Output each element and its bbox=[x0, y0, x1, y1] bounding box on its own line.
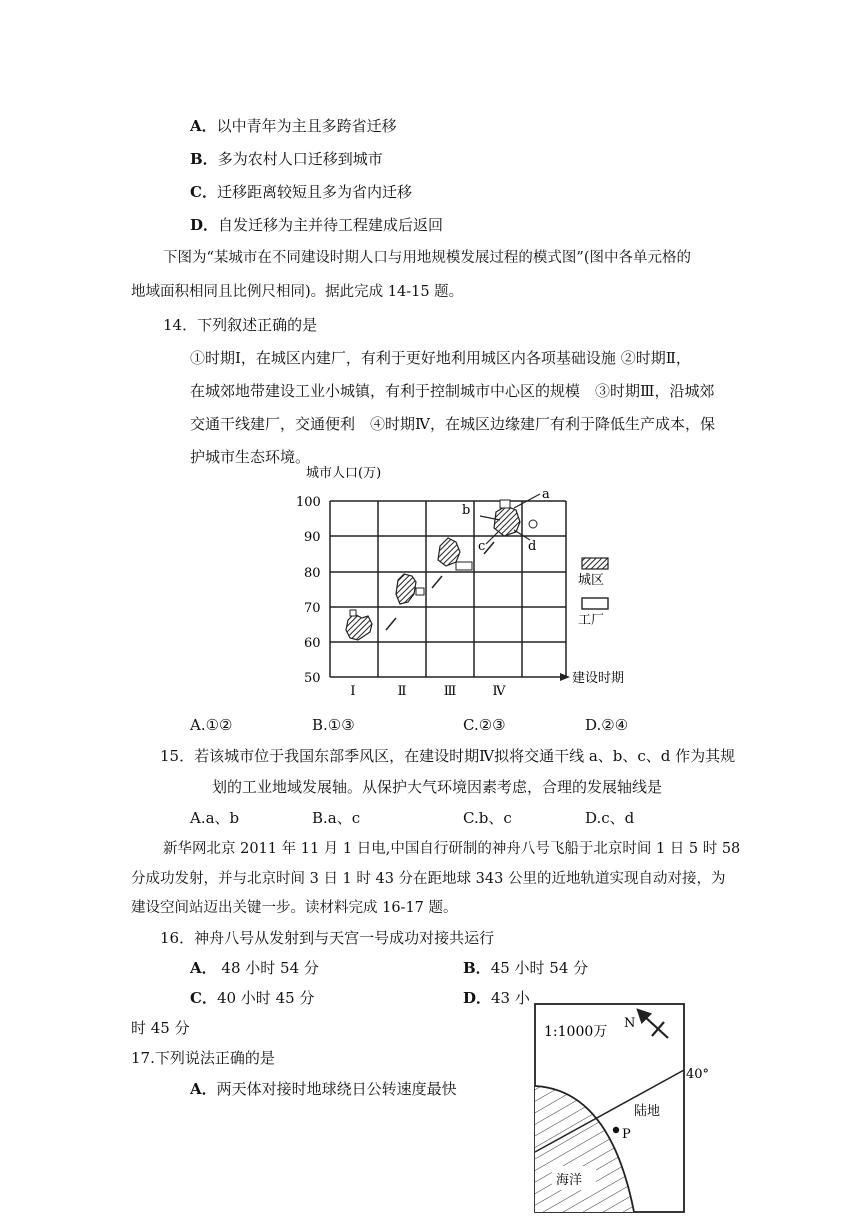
legend-label-city: 城区 bbox=[578, 573, 605, 588]
q17-stem: 17.下列说法正确的是 bbox=[131, 1049, 275, 1067]
axis-label-b: b bbox=[462, 503, 471, 518]
y-tick-70: 70 bbox=[304, 601, 321, 616]
x-tick-4: Ⅳ bbox=[492, 684, 506, 699]
point-p-label: P bbox=[622, 1127, 631, 1142]
legend-label-factory: 工厂 bbox=[578, 613, 605, 628]
q15-stem-line1: 15．若该城市位于我国东部季风区，在建设时期Ⅳ拟将交通干线 a、b、c、d 作为其规 bbox=[160, 747, 736, 765]
q13-option-d: D．自发迁移为主并待工程建成后返回 bbox=[190, 216, 444, 234]
q16-option-c: C．40 小时 45 分 bbox=[190, 989, 315, 1007]
q14-option-d: D.②④ bbox=[585, 716, 629, 734]
intro-14-15-line2: 地域面积相同且比例尺相同)。据此完成 14-15 题。 bbox=[131, 284, 464, 300]
y-tick-60: 60 bbox=[304, 636, 321, 651]
x-tick-2: Ⅱ bbox=[397, 684, 407, 699]
q14-body-line4: 护城市生态环境。 bbox=[190, 448, 311, 466]
q16-stem: 16．神舟八号从发射到与天宫一号成功对接共运行 bbox=[160, 929, 495, 947]
intro-16-17-line2: 分成功发射，并与北京时间 3 日 1 时 43 分在距地球 343 公里的近地轨道实现自动对接，为 bbox=[131, 871, 726, 887]
q14-option-b: B.①③ bbox=[312, 716, 355, 734]
map-scale: 1:1000万 bbox=[544, 1024, 608, 1040]
axis-label-c: c bbox=[478, 539, 486, 554]
location-map bbox=[530, 1000, 720, 1214]
legend-swatch-factory bbox=[582, 598, 608, 609]
q17-option-a: A．两天体对接时地球绕日公转速度最快 bbox=[190, 1080, 457, 1098]
latitude-label: 40° bbox=[686, 1067, 710, 1082]
factory-period-1 bbox=[350, 610, 356, 616]
factory-period-4 bbox=[500, 500, 510, 508]
point-p-marker bbox=[613, 1127, 619, 1133]
q15-stem-line2: 划的工业地域发展轴。从保护大气环境因素考虑，合理的发展轴线是 bbox=[212, 778, 663, 796]
q14-body-line3: 交通干线建厂，交通便利 ④时期Ⅳ，在城区边缘建厂有利于降低生产成本，保 bbox=[190, 415, 715, 433]
q16-option-b: B．45 小时 54 分 bbox=[463, 959, 589, 977]
intro-16-17-line1: 新华网北京 2011 年 11 月 1 日电,中国自行研制的神舟八号飞船于北京时间 1 日 5 时 58 bbox=[163, 841, 741, 857]
factory-period-3 bbox=[456, 562, 472, 570]
q15-option-c: C.b、c bbox=[463, 809, 512, 827]
city-development-diagram bbox=[290, 462, 650, 707]
x-tick-3: Ⅲ bbox=[443, 684, 457, 699]
q16-option-d-wrap: 时 45 分 bbox=[131, 1019, 190, 1037]
factory-period-4-b bbox=[529, 520, 537, 528]
q15-option-b: B.a、c bbox=[312, 809, 361, 827]
city-area-period-1 bbox=[346, 614, 372, 640]
x-axis-label: 建设时期 bbox=[572, 671, 625, 686]
q14-option-c: C.②③ bbox=[463, 716, 506, 734]
q16-option-a: A． 48 小时 54 分 bbox=[190, 959, 319, 977]
q13-option-c: C．迁移距离较短且多为省内迁移 bbox=[190, 183, 412, 201]
y-axis-label: 城市人口(万) bbox=[306, 466, 382, 481]
x-tick-1: Ⅰ bbox=[350, 684, 356, 699]
q13-option-b: B．多为农村人口迁移到城市 bbox=[190, 150, 383, 168]
factory-period-2 bbox=[416, 588, 424, 595]
q14-body-line2: 在城郊地带建设工业小城镇，有利于控制城市中心区的规模 ③时期Ⅲ，沿城郊 bbox=[190, 382, 715, 400]
y-tick-100: 100 bbox=[296, 495, 321, 510]
y-tick-50: 50 bbox=[304, 671, 321, 686]
q14-option-a: A.①② bbox=[190, 716, 233, 734]
y-tick-90: 90 bbox=[304, 530, 321, 545]
q15-option-a: A.a、b bbox=[190, 809, 240, 827]
north-label: N bbox=[624, 1016, 636, 1031]
y-tick-80: 80 bbox=[304, 566, 321, 581]
intro-14-15-line1: 下图为“某城市在不同建设时期人口与用地规模发展过程的模式图”(图中各单元格的 bbox=[163, 250, 691, 266]
q14-stem: 14．下列叙述正确的是 bbox=[163, 316, 318, 334]
q14-body-line1: ①时期Ⅰ，在城区内建厂，有利于更好地利用城区内各项基础设施 ②时期Ⅱ， bbox=[190, 349, 691, 367]
axis-label-d: d bbox=[528, 539, 537, 554]
land-label: 陆地 bbox=[634, 1104, 661, 1119]
q15-option-d: D.c、d bbox=[585, 809, 635, 827]
intro-16-17-line3: 建设空间站迈出关键一步。读材料完成 16-17 题。 bbox=[131, 900, 458, 916]
axis-label-a: a bbox=[542, 487, 550, 502]
legend-swatch-city bbox=[582, 558, 608, 569]
ocean-label: 海洋 bbox=[556, 1173, 583, 1188]
q16-option-d: D．43 小 bbox=[463, 989, 530, 1007]
city-area-period-2 bbox=[396, 574, 416, 604]
q13-option-a: A．以中青年为主且多跨省迁移 bbox=[190, 117, 397, 135]
